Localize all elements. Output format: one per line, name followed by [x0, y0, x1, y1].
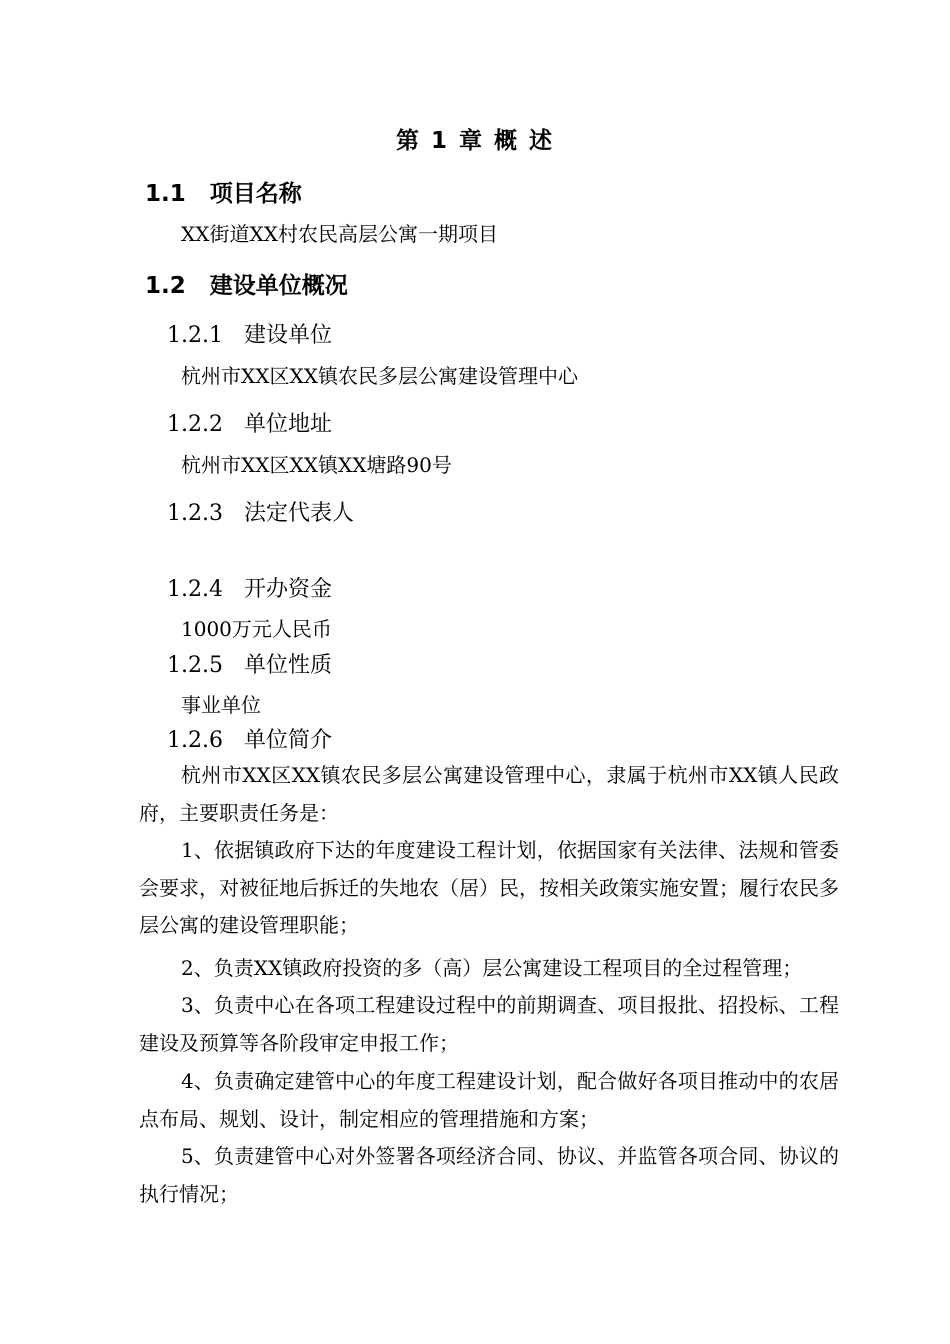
subsection-heading-1-2-1: 1.2.1 建设单位 — [167, 323, 332, 348]
intro-paragraph: 杭州市XX区XX镇农民多层公寓建设管理中心，隶属于杭州市XX镇人民政府，主要职责任务是： — [139, 763, 839, 825]
project-name-text: XX街道XX村农民高层公寓一期项目 — [181, 222, 498, 246]
duty-paragraph-4: 4、负责确定建管中心的年度工程建设计划，配合做好各项目推动中的农居点布局、规划、设计，制定相应的管理措施和方案； — [139, 1069, 839, 1131]
unit-nature-text: 事业单位 — [181, 693, 261, 717]
section-heading-1-2: 1.2 建设单位概况 — [145, 273, 348, 299]
subsection-heading-1-2-6: 1.2.6 单位简介 — [167, 728, 332, 753]
funding-text: 1000万元人民币 — [181, 617, 332, 641]
subsection-heading-1-2-4: 1.2.4 开办资金 — [167, 577, 332, 602]
construction-unit-text: 杭州市XX区XX镇农民多层公寓建设管理中心 — [181, 364, 578, 388]
unit-address-text: 杭州市XX区XX镇XX塘路90号 — [181, 453, 452, 477]
duty-paragraph-3: 3、负责中心在各项工程建设过程中的前期调查、项目报批、招投标、工程建设及预算等各阶段审定申报工作； — [139, 993, 839, 1055]
chapter-title: 第 1 章 概 述 — [395, 128, 555, 154]
subsection-heading-1-2-2: 1.2.2 单位地址 — [167, 412, 332, 437]
duty-paragraph-5: 5、负责建管中心对外签署各项经济合同、协议、并监管各项合同、协议的执行情况； — [139, 1144, 839, 1206]
subsection-heading-1-2-3: 1.2.3 法定代表人 — [167, 501, 354, 526]
section-heading-1-1: 1.1 项目名称 — [145, 181, 302, 207]
duty-paragraph-2: 2、负责XX镇政府投资的多（高）层公寓建设工程项目的全过程管理； — [181, 956, 803, 980]
subsection-heading-1-2-5: 1.2.5 单位性质 — [167, 653, 332, 678]
duty-paragraph-1: 1、依据镇政府下达的年度建设工程计划，依据国家有关法律、法规和管委会要求，对被征地后拆迁的失地农（居）民，按相关政策实施安置；履行农民多层公寓的建设管理职能； — [139, 838, 839, 937]
